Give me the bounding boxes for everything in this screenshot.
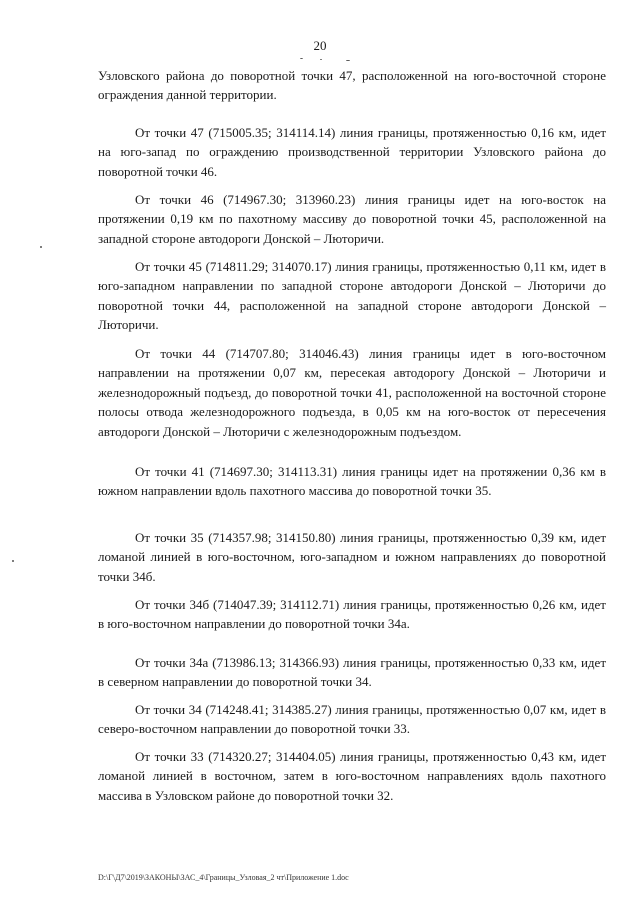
paragraph-point-34: От точки 34 (714248.41; 314385.27) линия границы, протяженностью 0,07 км, идет в северо-восточном направлении до поворотной точки 33. (98, 702, 606, 737)
paragraph-point-47: От точки 47 (715005.35; 314114.14) линия границы, протяженностью 0,16 км, идет на юго-запад по ограждению производственной территории Узловского района до поворотной точки 46. (98, 125, 606, 179)
scan-speck (40, 246, 42, 248)
paragraph-point-33: От точки 33 (714320.27; 314404.05) линия границы, протяженностью 0,43 км, идет ломаной линией в восточном, затем в юго-восточном направлениях вдоль пахотного массива в Узловском районе до поворотной точки 32. (98, 749, 606, 803)
paragraph-point-35: От точки 35 (714357.98; 314150.80) линия границы, протяженностью 0,39 км, идет ломаной линией в юго-восточном, юго-западном и южном направлениях до поворотной точки 34б. (98, 530, 606, 584)
scan-speck (320, 59, 322, 60)
paragraph-point-46: От точки 46 (714967.30; 313960.23) линия границы идет на юго-восток на протяжении 0,19 км по пахотному массиву до поворотной точки 45, расположенной на западной стороне автодороги Донской – Люторичи. (98, 192, 606, 246)
paragraph-point-44: От точки 44 (714707.80; 314046.43) линия границы идет в юго-восточном направлении на протяжении 0,07 км, пересекая автодорогу Донской – Люторичи и железнодорожный подъезд, до поворотной точки 41, расположенной на восточной стороне полосы отвода железнодорожного подъезда, в 0,05 км на юго-восток от пересечения автодороги Донской – Люторичи с железнодорожным подъездом. (98, 346, 606, 439)
scan-speck (346, 60, 350, 61)
paragraph-point-41: От точки 41 (714697.30; 314113.31) линия границы идет на протяжении 0,36 км в южном направлении вдоль пахотного массива до поворотной точки 35. (98, 464, 606, 499)
scan-speck (12, 560, 14, 562)
paragraph-continuation: Узловского района до поворотной точки 47, расположенной на юго-восточной стороне ограждения данной территории. (98, 68, 606, 103)
paragraph-point-34b: От точки 34б (714047.39; 314112.71) линия границы, протяженностью 0,26 км, идет в юго-восточном направлении до поворотной точки 34а. (98, 597, 606, 632)
scan-speck (300, 58, 303, 59)
paragraph-point-45: От точки 45 (714811.29; 314070.17) линия границы, протяженностью 0,11 км, идет в юго-западном направлении по западной стороне автодороги Донской – Люторичи до поворотной точки 44, расположенной на западной стороне автодороги Донской – Люторичи. (98, 259, 606, 333)
paragraph-point-34a: От точки 34а (713986.13; 314366.93) линия границы, протяженностью 0,33 км, идет в северном направлении до поворотной точки 34. (98, 655, 606, 690)
page-number: 20 (313, 38, 327, 53)
footer-file-path: D:\Г\Д7\2019\ЗАКОНЫ\ЗАС_4\Границы_Узловая_2 чт\Приложение 1.doc (98, 873, 349, 882)
